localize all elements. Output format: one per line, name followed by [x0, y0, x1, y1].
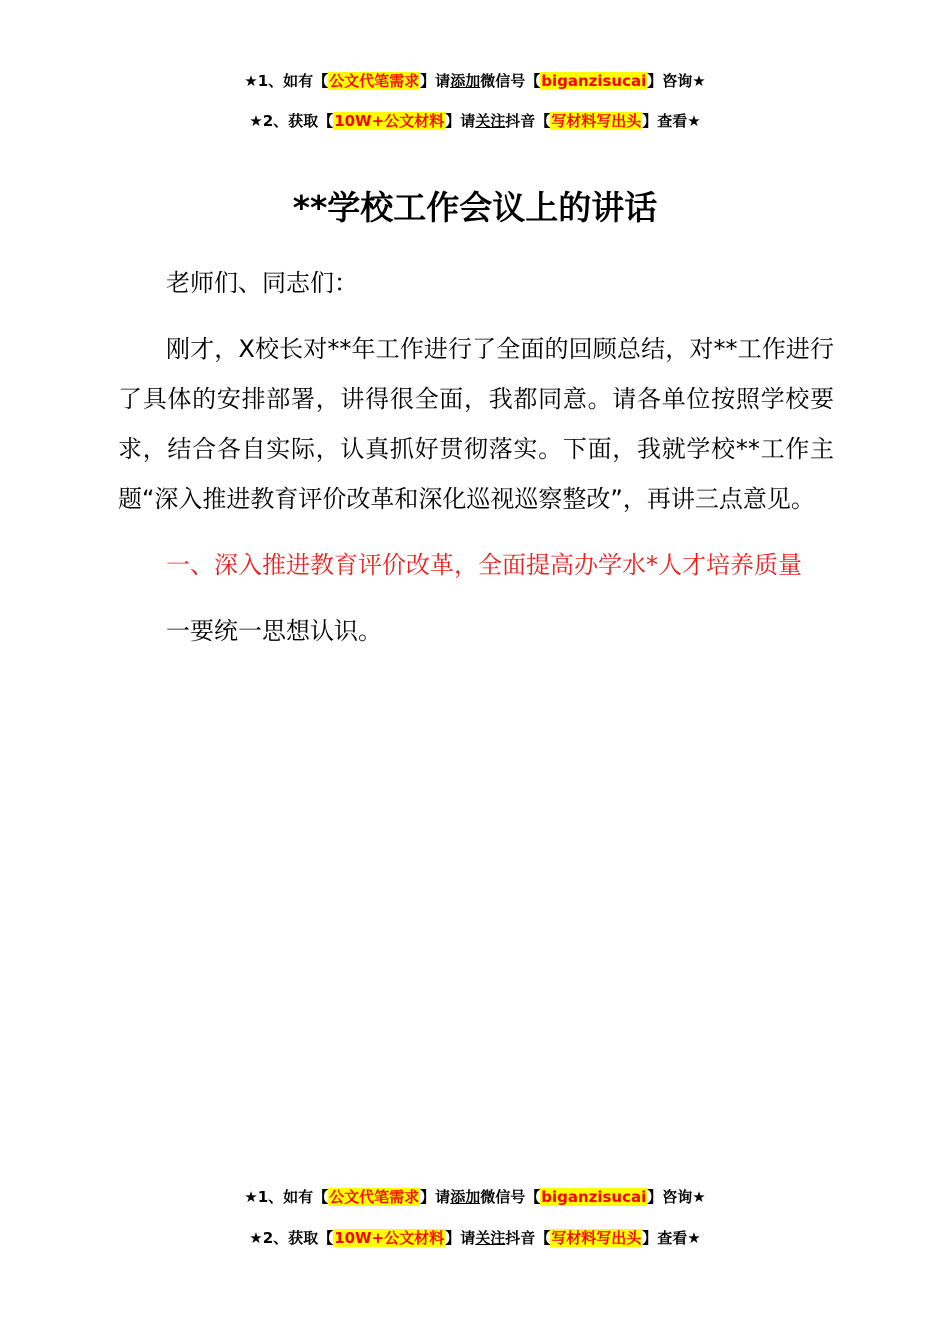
promo-text: 】请	[420, 1188, 451, 1206]
point-1: 一要统一思想认识。	[166, 617, 382, 645]
promo-text: 微信号【	[480, 72, 541, 90]
promo-text: 微信号【	[480, 1188, 541, 1206]
promo-text: 】请	[445, 112, 476, 130]
promo-text: ★1、如有【	[244, 1188, 329, 1206]
promo-highlight: 10W+公文材料	[334, 1229, 445, 1247]
promo-wechat-id: biganzisucai	[541, 1188, 647, 1206]
promo-text: ★2、获取【	[249, 112, 334, 130]
promo-highlight: 公文代笔需求	[329, 1188, 420, 1206]
promo-text: 】请	[420, 72, 451, 90]
promo-text: 】查看★	[642, 1229, 701, 1247]
promo-text: ★1、如有【	[244, 72, 329, 90]
salutation: 老师们、同志们：	[166, 269, 358, 297]
promo-text: 抖音【	[505, 1229, 551, 1247]
section-heading-1: 一、深入推进教育评价改革，全面提高办学水*人才培养质量	[166, 551, 802, 579]
promo-line-2-top	[0, 111, 950, 131]
promo-line-2-bottom	[0, 1228, 950, 1248]
promo-underline: 关注	[475, 1229, 506, 1247]
promo-text: 抖音【	[505, 112, 551, 130]
promo-text: 】请	[445, 1229, 476, 1247]
document-title: **学校工作会议上的讲话	[292, 188, 658, 227]
promo-douyin-id: 写材料写出头	[551, 1229, 642, 1247]
promo-underline: 添加	[450, 1188, 481, 1206]
paragraph-intro: 刚才，X校长对**年工作进行了全面的回顾总结，对**工作进行了具体的安排部署，讲得很全面，我都同意。请各单位按照学校要求，结合各自实际，认真抓好贯彻落实。下面，我就学校**工作主题“深入推进教育评价改革和深化巡视巡察整改”，再讲三点意见。	[118, 335, 834, 513]
promo-highlight: 10W+公文材料	[334, 112, 445, 130]
promo-line-1-bottom	[0, 1187, 950, 1207]
document-body	[118, 258, 834, 656]
promo-wechat-id: biganzisucai	[541, 72, 647, 90]
promo-underline: 关注	[475, 112, 506, 130]
promo-line-1-top	[0, 71, 950, 91]
promo-text: 】查看★	[642, 112, 701, 130]
promo-text: 】咨询★	[647, 1188, 706, 1206]
promo-underline: 添加	[450, 72, 481, 90]
promo-douyin-id: 写材料写出头	[551, 112, 642, 130]
promo-text: 】咨询★	[647, 72, 706, 90]
promo-text: ★2、获取【	[249, 1229, 334, 1247]
promo-highlight: 公文代笔需求	[329, 72, 420, 90]
